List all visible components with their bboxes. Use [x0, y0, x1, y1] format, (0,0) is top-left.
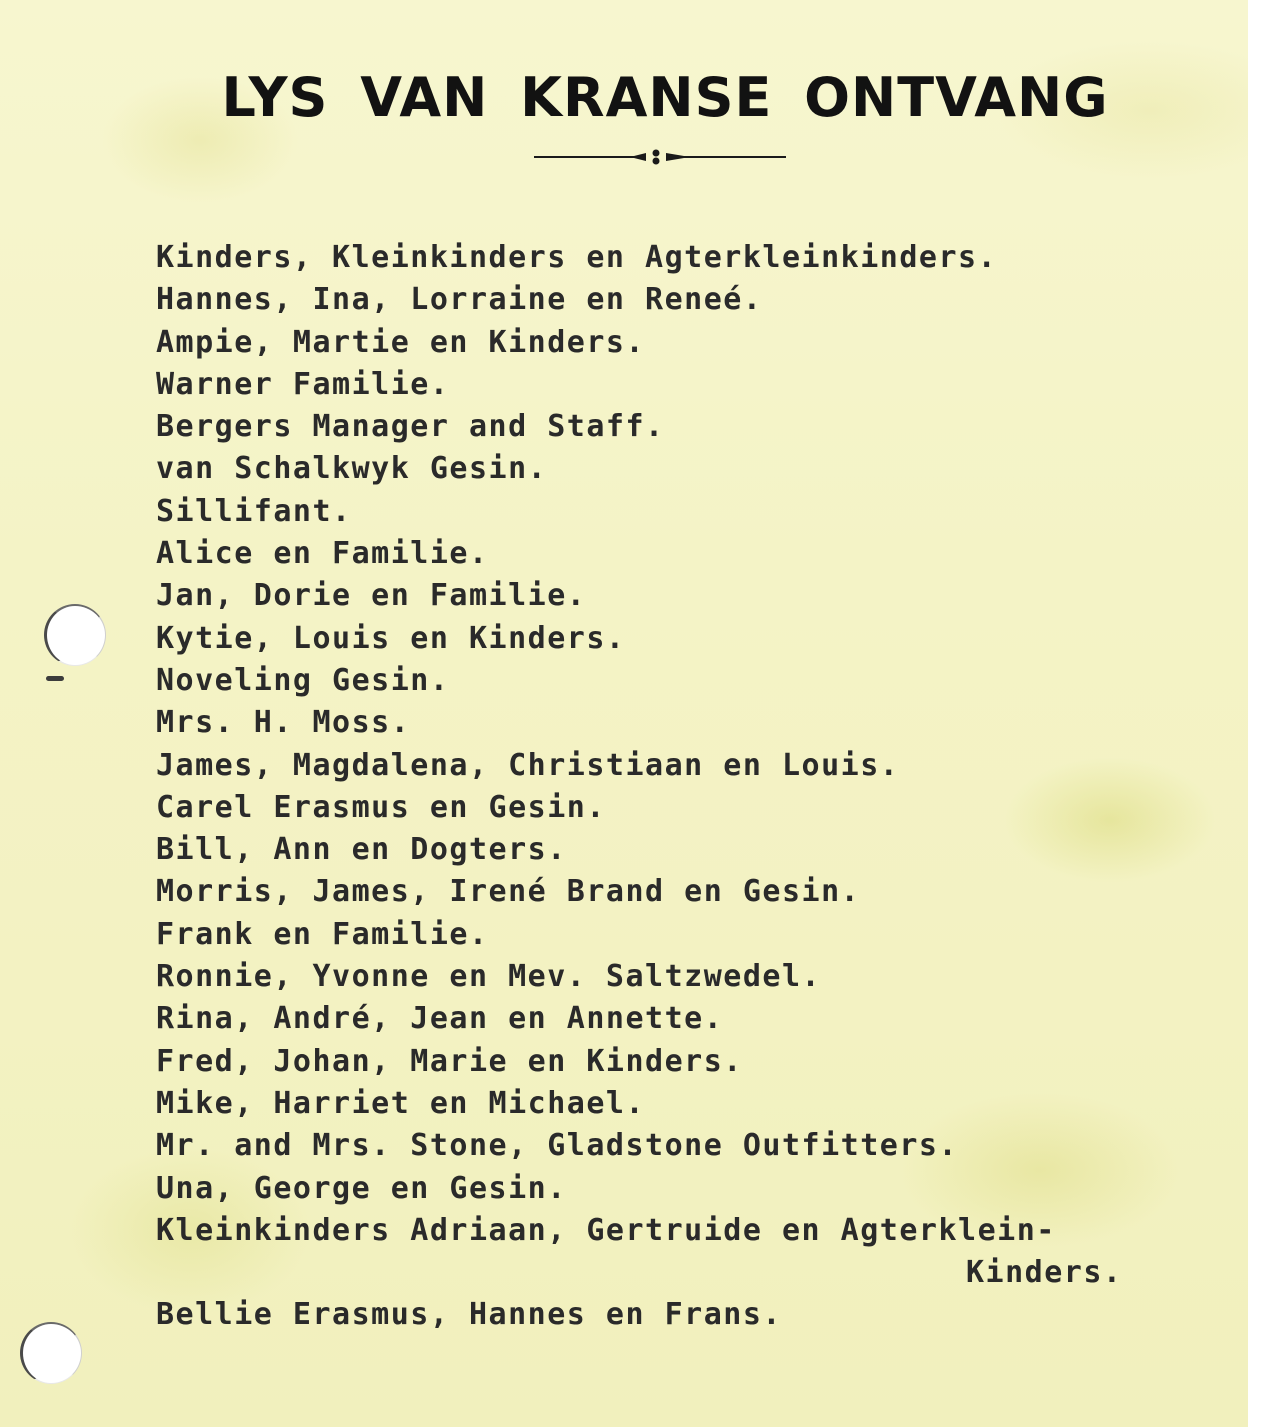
list-item: Mike, Harriet en Michael.: [156, 1085, 646, 1121]
list-item: Warner Familie.: [156, 366, 450, 402]
list-item: Kytie, Louis en Kinders.: [156, 620, 626, 656]
punch-hole: [20, 1322, 82, 1384]
list-item: Kleinkinders Adriaan, Gertruide en Agterklein-: [156, 1212, 1056, 1248]
list-item: Noveling Gesin.: [156, 662, 450, 698]
list-item: Hannes, Ina, Lorraine en Reneé.: [156, 282, 763, 318]
punch-mark: [46, 676, 64, 681]
document-title: LYS VAN KRANSE ONTVANG: [221, 66, 1109, 129]
list-item: Ronnie, Yvonne en Mev. Saltzwedel.: [156, 959, 822, 995]
list-item: Jan, Dorie en Familie.: [156, 578, 587, 614]
list-item: Ampie, Martie en Kinders.: [156, 324, 646, 360]
list-item: van Schalkwyk Gesin.: [156, 451, 548, 487]
list-item: Kinders, Kleinkinders en Agterkleinkinders.: [156, 240, 998, 275]
title-ornament: [534, 148, 786, 168]
list-item: Alice en Familie.: [156, 536, 489, 572]
list-item: Frank en Familie.: [156, 916, 489, 952]
list-item: Mrs. H. Moss.: [156, 705, 411, 741]
list-item: Sillifant.: [156, 493, 352, 529]
list-item: Una, George en Gesin.: [156, 1170, 567, 1206]
list-item: Fred, Johan, Marie en Kinders.: [156, 1043, 743, 1079]
list-item: James, Magdalena, Christiaan en Louis.: [156, 747, 900, 783]
wreath-list: [156, 237, 1123, 1337]
punch-hole: [44, 604, 106, 666]
list-item: Bellie Erasmus, Hannes en Frans.: [156, 1297, 782, 1333]
list-item: Morris, James, Irené Brand en Gesin.: [156, 874, 861, 910]
list-item: Bill, Ann en Dogters.: [156, 832, 567, 868]
list-item: Mr. and Mrs. Stone, Gladstone Outfitters.: [156, 1128, 959, 1164]
list-item: Carel Erasmus en Gesin.: [156, 789, 606, 825]
list-item: Bergers Manager and Staff.: [156, 409, 665, 445]
list-item: Rina, André, Jean en Annette.: [156, 1001, 724, 1037]
list-item-continuation: Kinders.: [966, 1255, 1123, 1291]
